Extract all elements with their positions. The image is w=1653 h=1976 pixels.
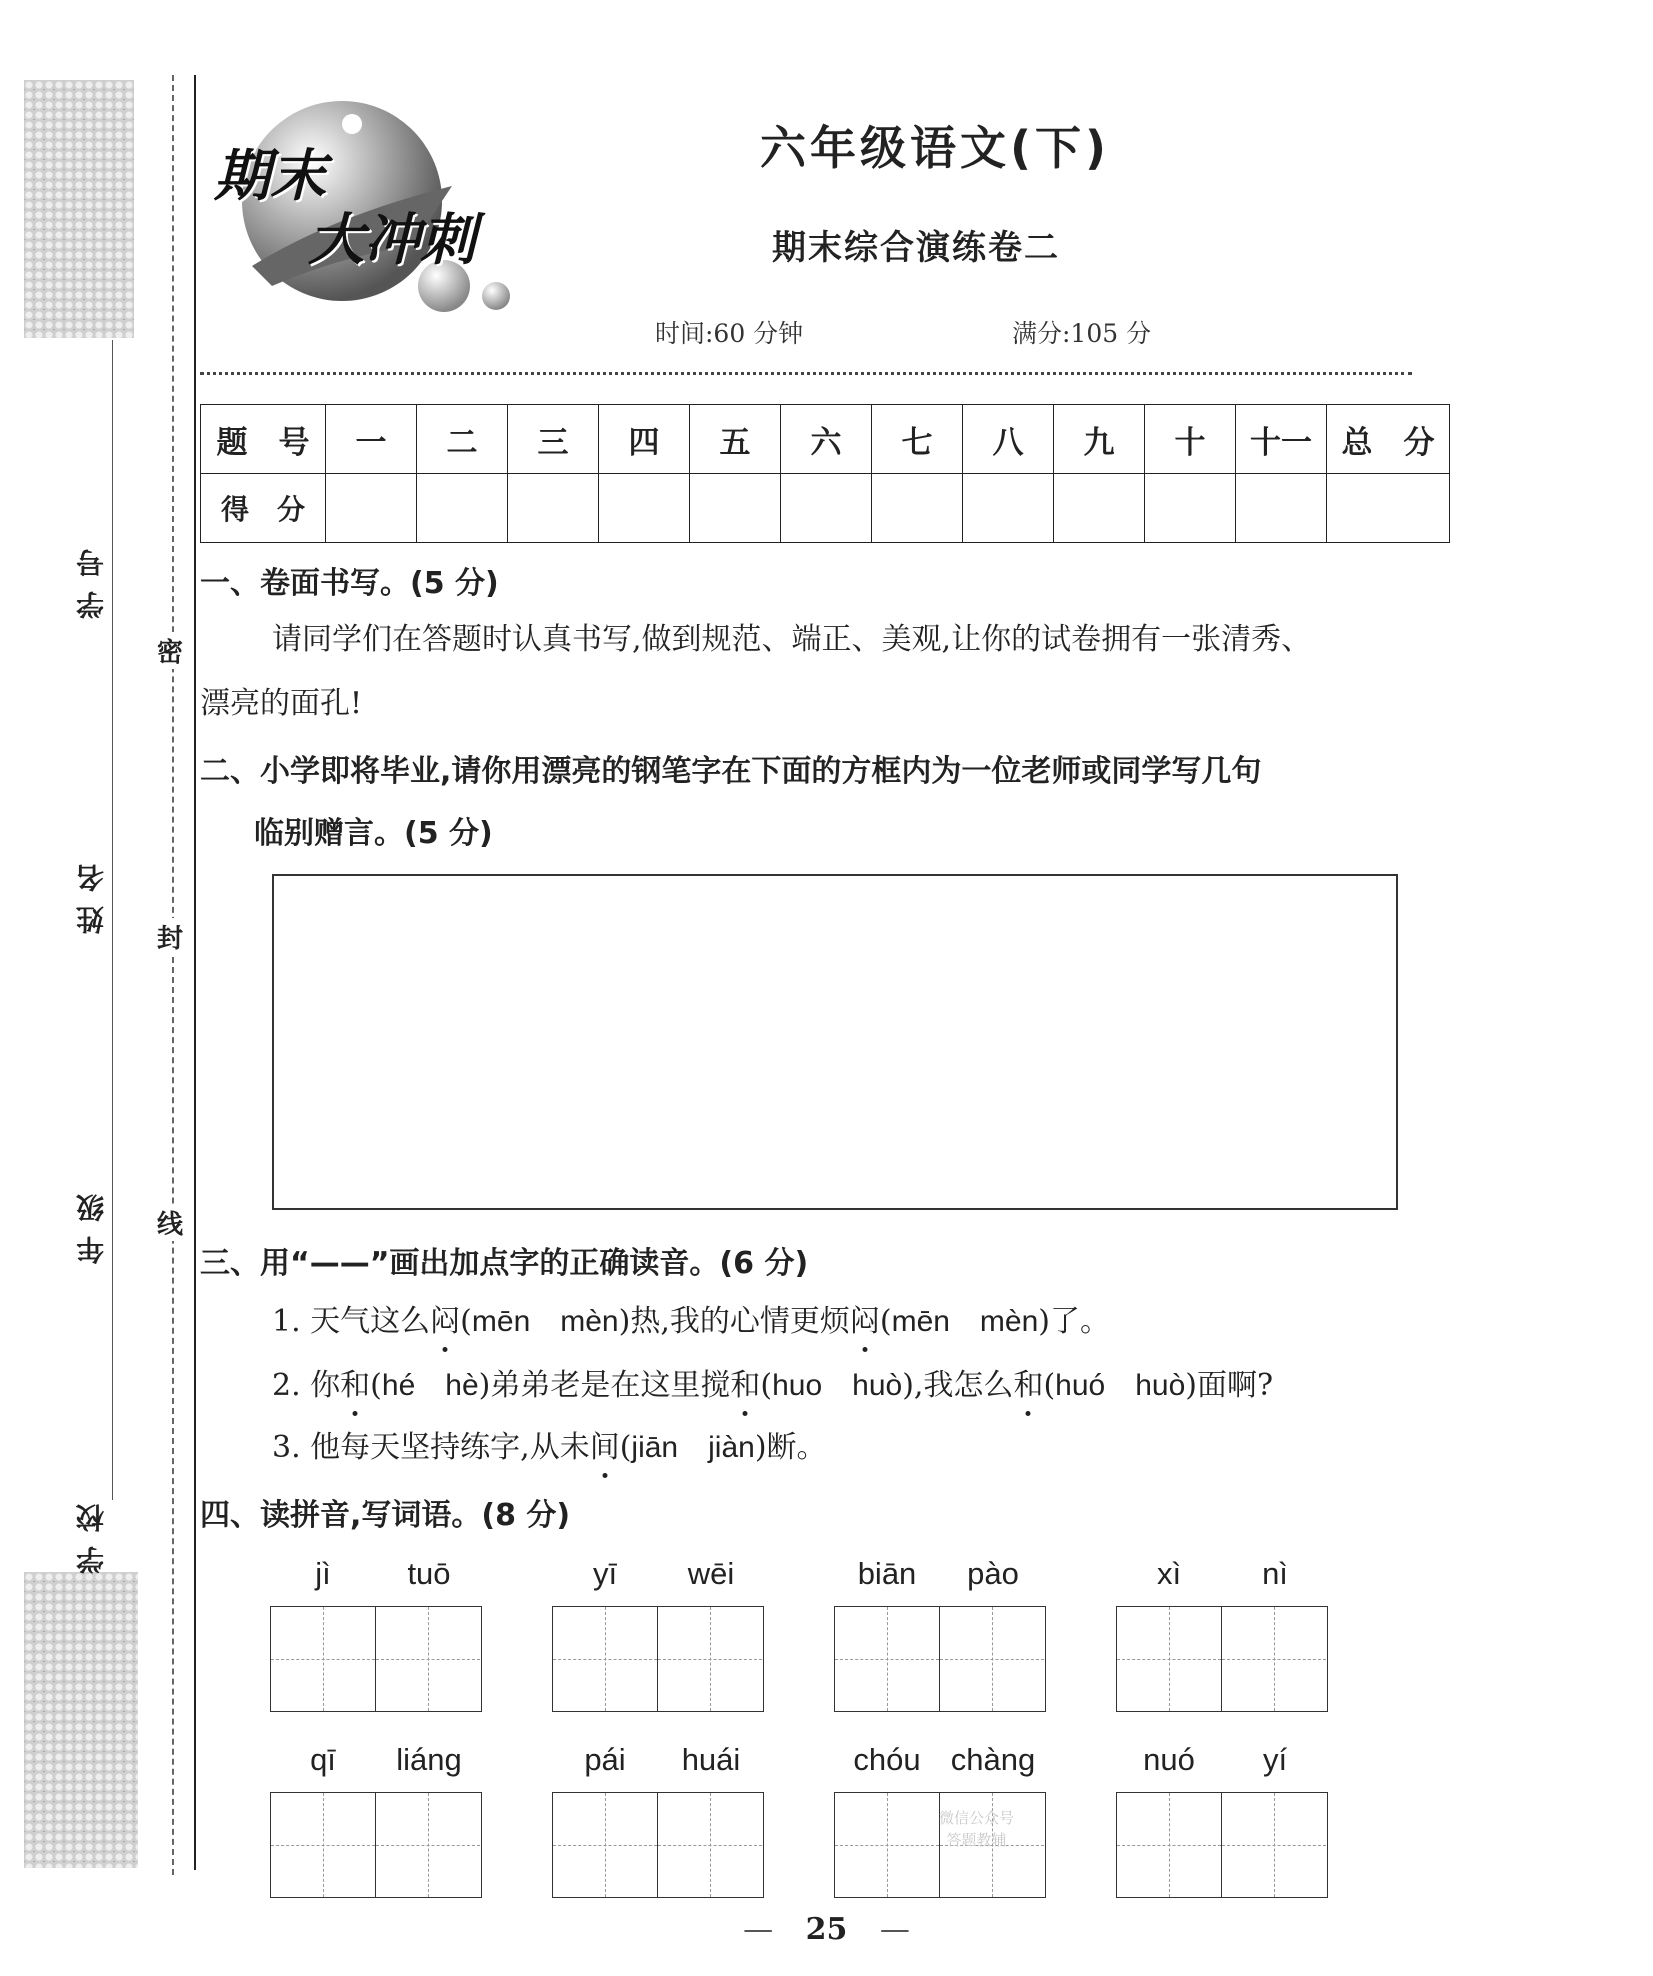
grid-cell[interactable] [375, 1607, 480, 1711]
page-dash-left: — [743, 1912, 774, 1947]
watermark-line2: 答题教辅 [946, 1831, 1007, 1849]
seal-char-mi: 密 [157, 632, 183, 669]
page-number-value: 25 [805, 1912, 848, 1947]
label-name: 姓名 [75, 850, 108, 934]
q3-paren: ( [619, 1430, 632, 1465]
seal-dashed-line [172, 75, 174, 1875]
writing-grid[interactable] [1116, 1606, 1328, 1712]
section1-text-line1: 请同学们在答题时认真书写,做到规范、端正、美观,让你的试卷拥有一张清秀、 [272, 622, 1312, 657]
score-table [200, 404, 1450, 543]
dotted-char: 和 [340, 1366, 370, 1406]
writing-grid[interactable] [270, 1606, 482, 1712]
grid-cell[interactable] [1117, 1793, 1221, 1897]
q1-text: )了。 [1038, 1304, 1111, 1339]
pinyin-options[interactable]: huó huò [1055, 1369, 1186, 1402]
grid-cell[interactable] [1221, 1793, 1326, 1897]
label-student-number: 学号 [75, 535, 108, 619]
grid-cell[interactable] [657, 1793, 762, 1897]
pinyin-syllable: nì [1262, 1556, 1288, 1591]
logo-text-line2: 大冲刺 [308, 208, 476, 273]
logo [212, 96, 532, 316]
q2-text: ),我怎么 [902, 1368, 1014, 1403]
q2-text: 2. 你 [272, 1368, 341, 1403]
score-header-cell: 八 [963, 405, 1054, 474]
question-3-3 [272, 1428, 827, 1468]
word-item [834, 1742, 1046, 1898]
word-item [1116, 1742, 1328, 1898]
score-header-cell: 三 [508, 405, 599, 474]
page-dash-right: — [879, 1912, 910, 1947]
score-header-cell: 总 分 [1327, 405, 1450, 474]
writing-grid[interactable] [834, 1792, 1046, 1898]
score-input-cell[interactable] [1327, 474, 1450, 543]
section2-heading-line1: 二、小学即将毕业,请你用漂亮的钢笔字在下面的方框内为一位老师或同学写几句 [200, 754, 1262, 789]
pinyin-options[interactable]: huo huò [772, 1369, 903, 1402]
pinyin-syllable: chàng [950, 1742, 1036, 1777]
grid-cell[interactable] [553, 1793, 657, 1897]
pinyin-syllable: pái [584, 1742, 626, 1777]
grid-cell[interactable] [835, 1793, 939, 1897]
logo-text-line1: 期末 [214, 144, 326, 209]
dotted-char: 间 [590, 1428, 620, 1468]
question-3-1 [272, 1302, 1110, 1342]
q3-text: 3. 他每天坚持练字,从未 [272, 1430, 590, 1465]
dotted-char: 闷 [850, 1302, 880, 1342]
word-item [270, 1742, 482, 1898]
label-grade: 年级 [75, 1180, 108, 1264]
watermark [939, 1807, 1014, 1851]
grid-cell[interactable] [1117, 1607, 1221, 1711]
page-subtitle: 期末综合演练卷二 [772, 228, 1060, 268]
pinyin-syllable: huái [681, 1742, 741, 1777]
section2-heading-line2: 临别赠言。(5 分) [254, 816, 493, 851]
dotted-char: 闷 [430, 1302, 460, 1342]
q2-paren: ( [1043, 1368, 1056, 1403]
left-pattern-bottom [24, 1572, 138, 1868]
farewell-message-box[interactable] [272, 874, 1398, 1210]
q2-text: )面啊? [1185, 1368, 1274, 1403]
grid-cell[interactable] [1221, 1607, 1326, 1711]
q1-paren: ( [460, 1304, 472, 1339]
score-header-cell: 六 [781, 405, 872, 474]
word-item [552, 1556, 764, 1712]
watermark-line1: 微信公众号 [939, 1809, 1015, 1827]
q1-paren: ( [879, 1304, 892, 1339]
grid-cell[interactable] [835, 1607, 939, 1711]
grid-cell[interactable] [939, 1607, 1044, 1711]
exam-time: 时间:60 分钟 [655, 319, 804, 348]
writing-grid[interactable] [270, 1792, 482, 1898]
q1-text: 1. 天气这么 [272, 1304, 431, 1339]
score-input-cell[interactable] [872, 474, 963, 543]
name-line [112, 340, 113, 1500]
writing-grid[interactable] [552, 1606, 764, 1712]
q1-text: )热,我的心情更烦 [618, 1304, 850, 1339]
pinyin-syllable: pào [967, 1556, 1019, 1591]
score-input-cell[interactable] [326, 474, 417, 543]
label-school: 学校 [75, 1490, 108, 1574]
dotted-char: 和 [1013, 1366, 1043, 1406]
score-input-cell[interactable] [690, 474, 781, 543]
section1-text-line2: 漂亮的面孔! [200, 686, 363, 721]
pinyin-options[interactable]: hé hè [381, 1369, 479, 1402]
word-item [834, 1556, 1046, 1712]
page-title: 六年级语文(下) [760, 121, 1111, 175]
page-number [0, 1912, 1653, 1947]
pinyin-syllable: qī [310, 1742, 336, 1777]
score-header-cell: 题 号 [201, 405, 326, 474]
word-item [270, 1556, 482, 1712]
score-input-cell[interactable] [963, 474, 1054, 543]
left-pattern-top [24, 80, 134, 338]
question-3-2 [272, 1366, 1273, 1406]
score-input-cell[interactable] [508, 474, 599, 543]
pinyin-syllable: liáng [396, 1742, 462, 1777]
score-header-cell: 十一 [1236, 405, 1327, 474]
pinyin-syllable: xì [1156, 1556, 1182, 1591]
score-input-cell[interactable] [1054, 474, 1145, 543]
word-item [552, 1742, 764, 1898]
score-input-cell[interactable] [417, 474, 508, 543]
header-divider [200, 372, 1412, 375]
pinyin-syllable: wēi [687, 1556, 735, 1591]
pinyin-syllable: yí [1262, 1742, 1288, 1777]
score-input-cell[interactable] [1236, 474, 1327, 543]
section3-heading: 三、用“——”画出加点字的正确读音。(6 分) [200, 1246, 809, 1281]
score-header-cell: 一 [326, 405, 417, 474]
grid-cell[interactable] [271, 1793, 375, 1897]
pinyin-options[interactable]: jiān jiàn [631, 1431, 755, 1464]
margin-solid-line [194, 75, 196, 1870]
score-header-cell: 五 [690, 405, 781, 474]
score-header-cell: 九 [1054, 405, 1145, 474]
grid-cell[interactable] [553, 1607, 657, 1711]
section4-heading: 四、读拼音,写词语。(8 分) [200, 1498, 571, 1533]
score-table-header-row [201, 405, 1450, 474]
pinyin-syllable: jì [315, 1556, 331, 1591]
grid-cell[interactable] [271, 1607, 375, 1711]
pinyin-syllable: yī [592, 1556, 618, 1591]
score-row-label: 得 分 [201, 474, 326, 543]
exam-full-score: 满分:105 分 [1012, 319, 1152, 348]
pinyin-options[interactable]: mēn mèn [471, 1305, 619, 1338]
pinyin-options[interactable]: mēn mèn [891, 1305, 1039, 1338]
pinyin-syllable: tuō [407, 1556, 451, 1591]
q2-text: )弟弟老是在这里搅 [478, 1368, 731, 1403]
score-header-cell: 四 [599, 405, 690, 474]
writing-grid[interactable] [834, 1606, 1046, 1712]
score-header-cell: 七 [872, 405, 963, 474]
q2-paren: ( [370, 1368, 382, 1403]
score-table-score-row [201, 474, 1450, 543]
pinyin-syllable: biān [857, 1556, 917, 1591]
writing-grid[interactable] [552, 1792, 764, 1898]
seal-char-xian: 线 [157, 1204, 183, 1241]
q3-text: )断。 [754, 1430, 827, 1465]
score-input-cell[interactable] [781, 474, 872, 543]
pinyin-syllable: chóu [853, 1742, 921, 1777]
dotted-char: 和 [730, 1366, 760, 1406]
grid-cell[interactable] [375, 1793, 480, 1897]
q2-paren: ( [760, 1368, 773, 1403]
section1-heading: 一、卷面书写。(5 分) [200, 566, 499, 601]
score-input-cell[interactable] [599, 474, 690, 543]
pinyin-syllable: nuó [1143, 1742, 1195, 1777]
score-header-cell: 二 [417, 405, 508, 474]
score-header-cell: 十 [1145, 405, 1236, 474]
grid-cell[interactable] [657, 1607, 762, 1711]
word-item [1116, 1556, 1328, 1712]
score-input-cell[interactable] [1145, 474, 1236, 543]
writing-grid[interactable] [1116, 1792, 1328, 1898]
seal-char-feng: 封 [157, 918, 183, 955]
